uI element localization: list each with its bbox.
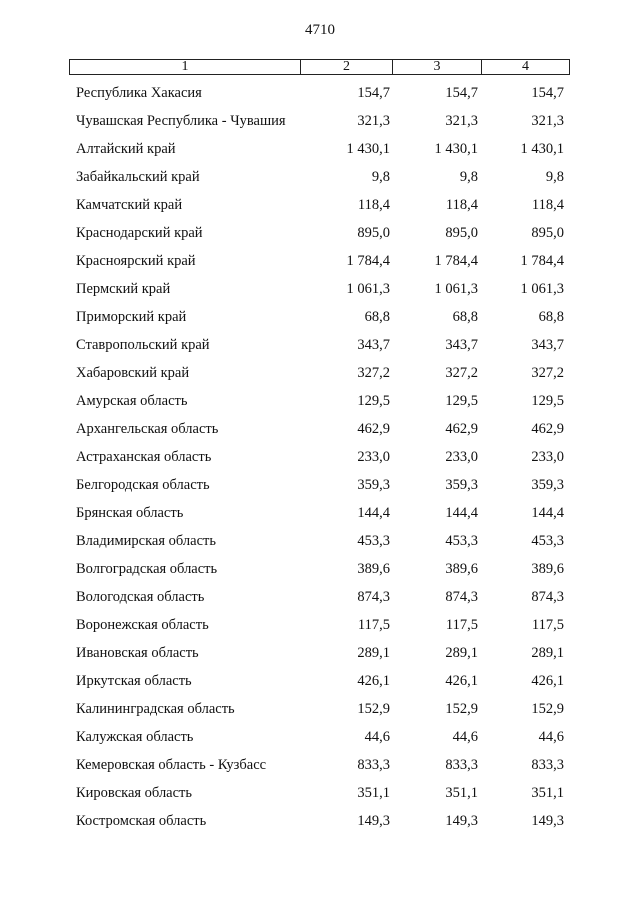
value-cell-col2: 321,3 — [357, 113, 390, 129]
table-row — [0, 528, 640, 556]
table-row — [0, 276, 640, 304]
table-row — [0, 696, 640, 724]
value-cell-col4: 351,1 — [531, 785, 564, 801]
value-cell-col2: 895,0 — [357, 225, 390, 241]
value-cell-col3: 453,3 — [445, 533, 478, 549]
table-row — [0, 780, 640, 808]
value-cell-col2: 1 784,4 — [346, 253, 390, 269]
value-cell-col4: 118,4 — [531, 197, 564, 213]
value-cell-col2: 44,6 — [364, 729, 390, 745]
value-cell-col4: 1 430,1 — [520, 141, 564, 157]
value-cell-col4: 144,4 — [531, 505, 564, 521]
value-cell-col3: 118,4 — [445, 197, 478, 213]
value-cell-col4: 343,7 — [531, 337, 564, 353]
region-name-cell: Калужская область — [76, 729, 194, 745]
value-cell-col3: 9,8 — [459, 169, 478, 185]
value-cell-col3: 68,8 — [452, 309, 478, 325]
region-name-cell: Костромская область — [76, 813, 207, 829]
region-name-cell: Архангельская область — [76, 421, 219, 437]
region-name-cell: Красноярский край — [76, 253, 196, 269]
table-row — [0, 248, 640, 276]
region-name-cell: Республика Хакасия — [76, 85, 202, 101]
value-cell-col2: 327,2 — [357, 365, 390, 381]
table-header-row — [70, 60, 570, 75]
value-cell-col4: 833,3 — [531, 757, 564, 773]
table-row — [0, 752, 640, 780]
value-cell-col3: 895,0 — [445, 225, 478, 241]
value-cell-col3: 874,3 — [445, 589, 478, 605]
value-cell-col3: 1 430,1 — [434, 141, 478, 157]
value-cell-col4: 233,0 — [531, 449, 564, 465]
value-cell-col4: 462,9 — [531, 421, 564, 437]
value-cell-col2: 1 430,1 — [346, 141, 390, 157]
value-cell-col3: 144,4 — [445, 505, 478, 521]
value-cell-col2: 9,8 — [371, 169, 390, 185]
column-header-2: 2 — [301, 60, 393, 75]
value-cell-col2: 1 061,3 — [346, 281, 390, 297]
value-cell-col2: 144,4 — [357, 505, 390, 521]
value-cell-col2: 462,9 — [357, 421, 390, 437]
value-cell-col3: 359,3 — [445, 477, 478, 493]
value-cell-col4: 321,3 — [531, 113, 564, 129]
value-cell-col3: 129,5 — [445, 393, 478, 409]
table-row — [0, 192, 640, 220]
region-name-cell: Ивановская область — [76, 645, 199, 661]
value-cell-col4: 327,2 — [531, 365, 564, 381]
column-header-3: 3 — [393, 60, 482, 75]
value-cell-col3: 462,9 — [445, 421, 478, 437]
region-name-cell: Воронежская область — [76, 617, 209, 633]
table-row — [0, 80, 640, 108]
value-cell-col4: 152,9 — [531, 701, 564, 717]
value-cell-col3: 289,1 — [445, 645, 478, 661]
value-cell-col2: 426,1 — [357, 673, 390, 689]
value-cell-col2: 343,7 — [357, 337, 390, 353]
value-cell-col3: 152,9 — [445, 701, 478, 717]
value-cell-col2: 289,1 — [357, 645, 390, 661]
table-row — [0, 556, 640, 584]
table-row — [0, 416, 640, 444]
table-row — [0, 724, 640, 752]
table-row — [0, 304, 640, 332]
table-row — [0, 668, 640, 696]
value-cell-col4: 129,5 — [531, 393, 564, 409]
value-cell-col4: 289,1 — [531, 645, 564, 661]
value-cell-col2: 154,7 — [357, 85, 390, 101]
value-cell-col4: 359,3 — [531, 477, 564, 493]
value-cell-col3: 154,7 — [445, 85, 478, 101]
table-body — [0, 80, 640, 836]
value-cell-col4: 895,0 — [531, 225, 564, 241]
table-row — [0, 444, 640, 472]
region-name-cell: Чувашская Республика - Чувашия — [76, 113, 286, 129]
region-name-cell: Иркутская область — [76, 673, 192, 689]
value-cell-col2: 874,3 — [357, 589, 390, 605]
table-row — [0, 472, 640, 500]
table-row — [0, 584, 640, 612]
value-cell-col2: 149,3 — [357, 813, 390, 829]
value-cell-col4: 154,7 — [531, 85, 564, 101]
value-cell-col2: 389,6 — [357, 561, 390, 577]
value-cell-col4: 1 784,4 — [520, 253, 564, 269]
value-cell-col2: 118,4 — [357, 197, 390, 213]
region-name-cell: Забайкальский край — [76, 169, 200, 185]
table-header — [69, 59, 570, 75]
page-number: 4710 — [305, 22, 335, 38]
region-name-cell: Брянская область — [76, 505, 184, 521]
value-cell-col3: 117,5 — [445, 617, 478, 633]
region-name-cell: Астраханская область — [76, 449, 212, 465]
value-cell-col2: 233,0 — [357, 449, 390, 465]
table-row — [0, 640, 640, 668]
value-cell-col2: 453,3 — [357, 533, 390, 549]
value-cell-col4: 389,6 — [531, 561, 564, 577]
value-cell-col3: 833,3 — [445, 757, 478, 773]
value-cell-col4: 117,5 — [531, 617, 564, 633]
column-header-4: 4 — [482, 60, 570, 75]
region-name-cell: Амурская область — [76, 393, 188, 409]
table-row — [0, 332, 640, 360]
region-name-cell: Алтайский край — [76, 141, 176, 157]
table-row — [0, 808, 640, 836]
value-cell-col3: 149,3 — [445, 813, 478, 829]
table-row — [0, 136, 640, 164]
table-row — [0, 108, 640, 136]
table-row — [0, 220, 640, 248]
region-name-cell: Белгородская область — [76, 477, 210, 493]
table-row — [0, 500, 640, 528]
region-name-cell: Волгоградская область — [76, 561, 218, 577]
value-cell-col3: 327,2 — [445, 365, 478, 381]
region-name-cell: Вологодская область — [76, 589, 205, 605]
value-cell-col4: 874,3 — [531, 589, 564, 605]
value-cell-col2: 152,9 — [357, 701, 390, 717]
table-row — [0, 388, 640, 416]
value-cell-col3: 233,0 — [445, 449, 478, 465]
value-cell-col3: 426,1 — [445, 673, 478, 689]
region-name-cell: Пермский край — [76, 281, 171, 297]
value-cell-col3: 44,6 — [452, 729, 478, 745]
region-name-cell: Кировская область — [76, 785, 193, 801]
region-name-cell: Калининградская область — [76, 701, 235, 717]
value-cell-col2: 129,5 — [357, 393, 390, 409]
value-cell-col4: 149,3 — [531, 813, 564, 829]
region-name-cell: Краснодарский край — [76, 225, 203, 241]
table-row — [0, 612, 640, 640]
region-name-cell: Кемеровская область - Кузбасс — [76, 757, 267, 773]
value-cell-col2: 117,5 — [357, 617, 390, 633]
value-cell-col3: 1 784,4 — [434, 253, 478, 269]
value-cell-col4: 1 061,3 — [520, 281, 564, 297]
table-row — [0, 360, 640, 388]
table-row — [0, 164, 640, 192]
value-cell-col4: 44,6 — [538, 729, 564, 745]
region-name-cell: Владимирская область — [76, 533, 216, 549]
value-cell-col2: 351,1 — [357, 785, 390, 801]
value-cell-col4: 426,1 — [531, 673, 564, 689]
value-cell-col3: 389,6 — [445, 561, 478, 577]
value-cell-col4: 453,3 — [531, 533, 564, 549]
value-cell-col3: 351,1 — [445, 785, 478, 801]
region-name-cell: Хабаровский край — [76, 365, 190, 381]
value-cell-col3: 1 061,3 — [434, 281, 478, 297]
value-cell-col3: 343,7 — [445, 337, 478, 353]
value-cell-col3: 321,3 — [445, 113, 478, 129]
value-cell-col2: 68,8 — [364, 309, 390, 325]
value-cell-col2: 833,3 — [357, 757, 390, 773]
region-name-cell: Приморский край — [76, 309, 187, 325]
region-name-cell: Камчатский край — [76, 197, 183, 213]
region-name-cell: Ставропольский край — [76, 337, 210, 353]
value-cell-col4: 9,8 — [545, 169, 564, 185]
value-cell-col2: 359,3 — [357, 477, 390, 493]
value-cell-col4: 68,8 — [538, 309, 564, 325]
column-header-1: 1 — [70, 60, 301, 75]
